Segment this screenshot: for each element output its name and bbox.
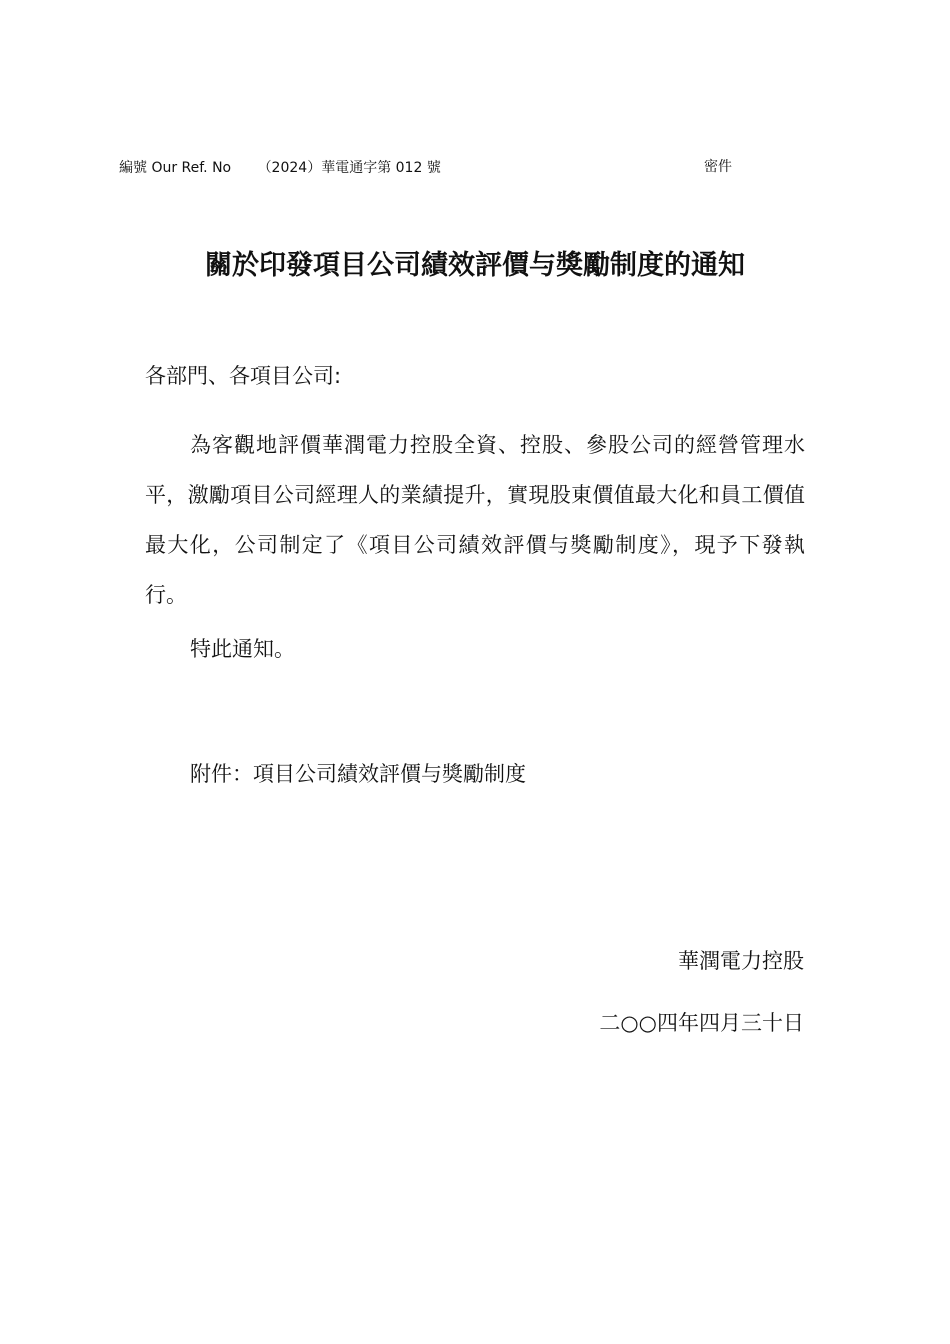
body-paragraph: 為客觀地評價華潤電力控股全資、控股、參股公司的經營管理水平，激勵項目公司經理人的業績提升，實現股東價值最大化和員工價值最大化，公司制定了《項目公司績效評價与獎勵制度》，現予下發執行。 (145, 433, 805, 607)
document-title: 關於印發項目公司績效評價与獎勵制度的通知 (205, 250, 745, 281)
reference-label: 編號 Our Ref. No (119, 160, 232, 176)
signature-date: 二○○四年四月三十日 (599, 1011, 804, 1035)
attachment-line: 附件：項目公司績效評價与獎勵制度 (190, 762, 526, 786)
closing-line: 特此通知。 (190, 637, 295, 661)
salutation: 各部門、各項目公司: (145, 364, 342, 388)
reference-number: （2024）華電通字第 012 號 (257, 160, 441, 176)
reference-line (119, 157, 441, 177)
classification-label: 密件 (704, 159, 732, 175)
signature-organization: 華潤電力控股 (678, 949, 804, 973)
